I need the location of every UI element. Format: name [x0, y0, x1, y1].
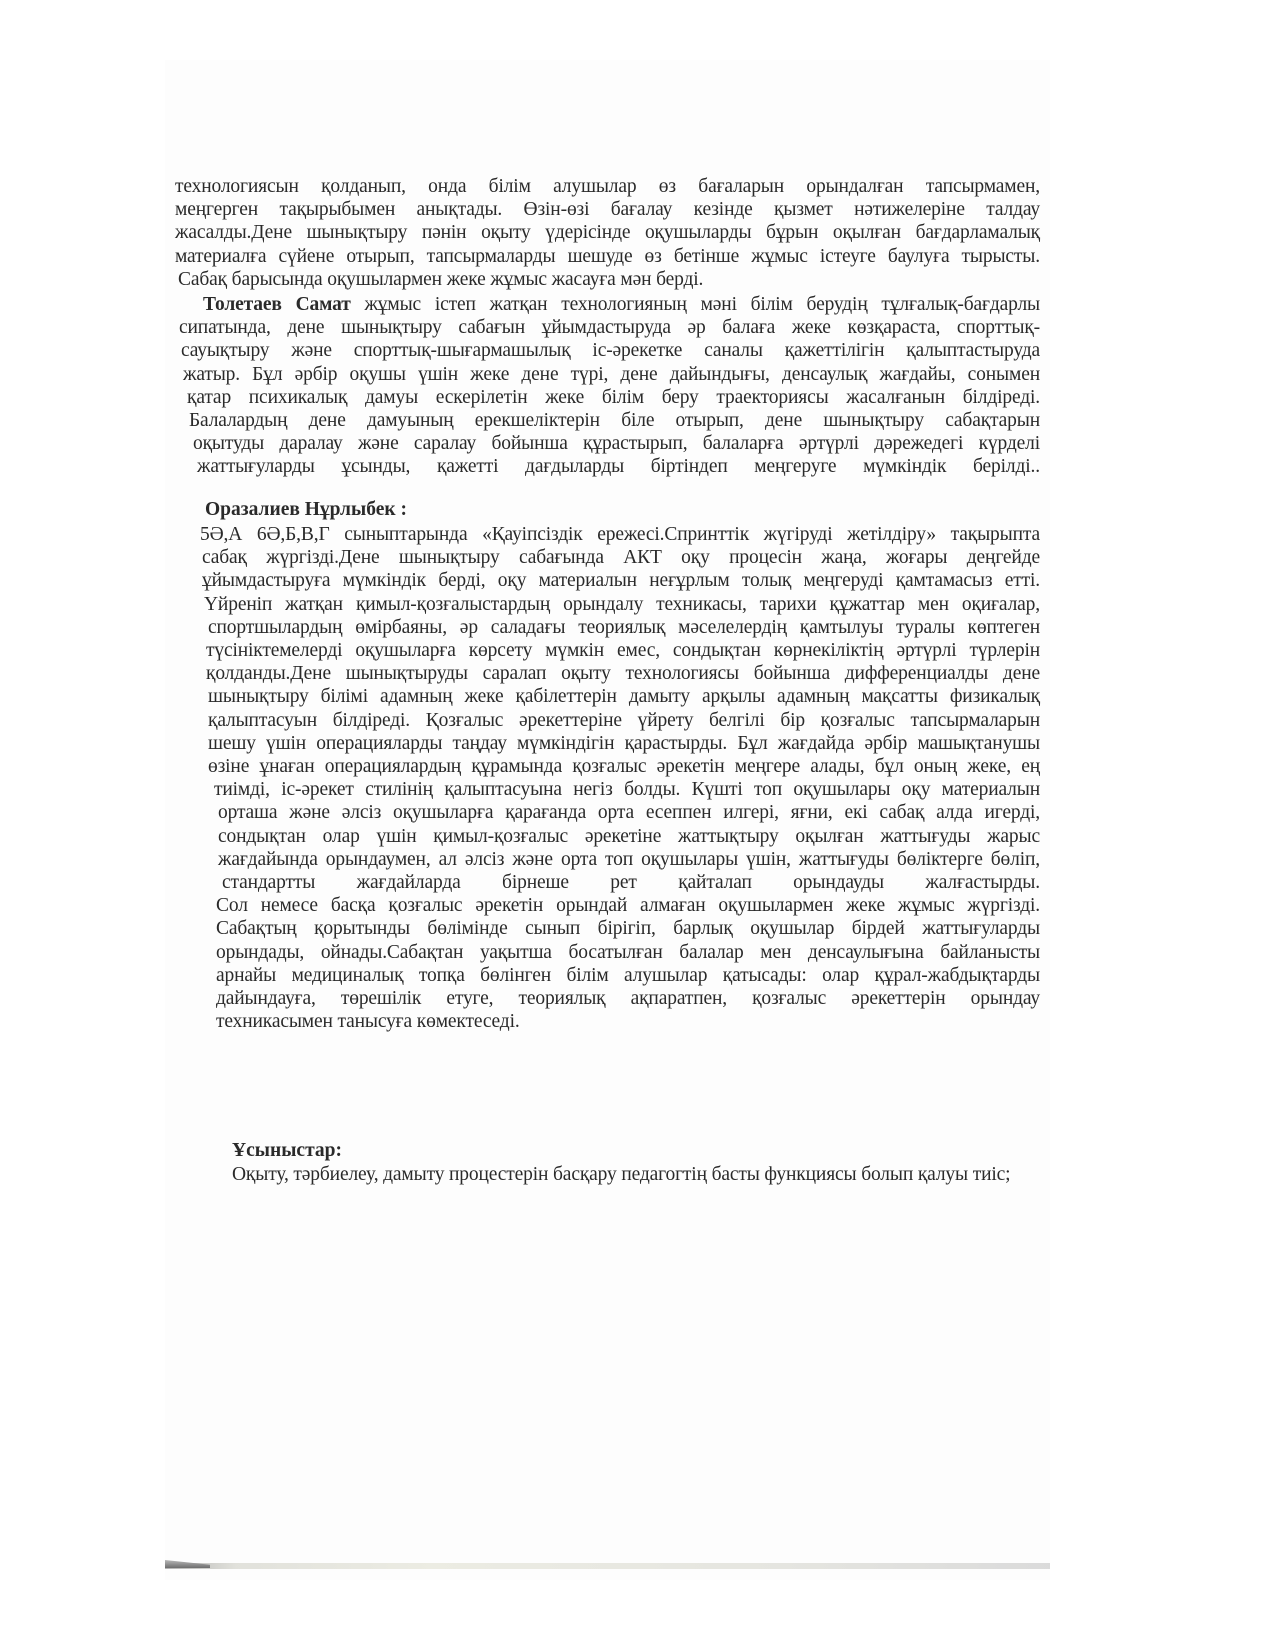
text-line: түсініктемелерді оқушыларға көрсету мүмкін емес, сондықтан көрнекіліктің әртүрлі түрлерін	[206, 640, 1040, 662]
text-line: шынықтыру білімі адамның жеке қабілеттерін дамыту арқылы адамның мақсатты физикалық	[208, 686, 1040, 708]
text-line: жағдайында орындаумен, ал әлсіз және орта топ оқушылары үшін, жаттығуды бөліктерге бөліп,	[218, 848, 1040, 870]
text-line: Сабақ барысында оқушылармен жеке жұмыс жасауға мән берді.	[178, 268, 704, 290]
paragraph-3	[200, 523, 1040, 1033]
text-line: жаттығуларды ұсынды, қажетті дағдыларды біртіндеп меңгеруге мүмкіндік берілді..	[197, 456, 1040, 478]
text-line: сауықтыру және спорттық-шығармашылық іс-әрекетке саналы қажеттілігін қалыптастыруда	[181, 340, 1040, 362]
paragraph-2	[175, 293, 1040, 479]
text-line: Сол немесе басқа қозғалыс әрекетін орындай алмаған оқушылармен жеке жұмыс жүргізді.	[216, 895, 1040, 917]
text-line: жатыр. Бұл әрбір оқушы үшін жеке дене түрі, дене дайындығы, денсаулық жағдайы, сонымен	[183, 363, 1040, 385]
text-line: оқытуды даралау және саралау бойынша құрастырып, балаларға әртүрлі дәрежедегі күрделі	[193, 433, 1040, 455]
scan-bottom-edge	[165, 1563, 1050, 1569]
text-line: техникасымен танысуға көмектеседі.	[216, 1011, 520, 1033]
text-line	[175, 293, 1040, 316]
text-line: орындады, ойнады.Сабақтан уақытша босатылған балалар мен денсаулығына байланысты	[216, 941, 1040, 963]
text-line: жасалды.Дене шынықтыру пәнін оқыту үдерісінде оқушыларды бұрын оқылған бағдарламалық	[175, 222, 1040, 244]
text-line: сабақ жүргізді.Дене шынықтыру сабағында АКТ оқу процесін жаңа, жоғары деңгейде	[202, 547, 1040, 569]
text-line: стандартты жағдайларда бірнеше рет қайталап орындауды жалғастырды.	[222, 872, 1040, 894]
paragraph-1	[175, 175, 1040, 291]
text-line: спортшылардың өмірбаяны, әр саладағы теориялық мәселелердің қамтылуы туралы көптеген	[208, 616, 1040, 638]
text-line: сипатында, дене шынықтыру сабағын ұйымдастыруда әр балаға жеке көзқараста, спорттық-	[179, 317, 1040, 339]
text-line: материалға сүйене отырып, тапсырмаларды шешуде өз бетінше жұмыс істеуге баулуға тырысты.	[175, 245, 1040, 267]
text-line: Сабақтың қорытынды бөлімінде сынып бірігіп, барлық оқушылар бірдей жаттығуларды	[216, 918, 1040, 940]
text-line: орташа және әлсіз оқушыларға қарағанда орта есеппен илгері, яғни, екі сабақ алда игерді,	[218, 802, 1040, 824]
text-line: меңгерген тақырыбымен анықтады. Өзін-өзі бағалау кезінде қызмет нәтижелеріне талдау	[175, 199, 1040, 221]
text-line: сондықтан олар үшін қимыл-қозғалыс әрекетіне жаттықтыру оқылған жаттығуды жарыс	[218, 825, 1040, 847]
text-line: қолданды.Дене шынықтыруды саралап оқыту технологиясы бойынша дифференциалды дене	[206, 663, 1040, 685]
text-line: қатар психикалық дамуы ескерілетін жеке білім беру траекториясы жасалғанын білдіреді.	[187, 386, 1040, 408]
section-heading-recommendations: Ұсыныстар:	[232, 1140, 342, 1161]
text-line: өзіне ұнаған операциялардың құрамында қозғалыс әрекетін меңгере алады, бұл оның жеке, ең	[208, 756, 1040, 778]
text-line: Оқыту, тәрбиелеу, дамыту процестерін басқару педагогтің басты функциясы болып қалуы тиіс;	[232, 1164, 1011, 1185]
text-line: шешу үшін операцияларды таңдау мүмкіндігін қарастырды. Бұл жағдайда әрбір машықтанушы	[208, 732, 1040, 754]
text-line: Үйреніп жатқан қимыл-қозғалыстардың орындалу техникасы, тарихи құжаттар мен оқиғалар,	[204, 593, 1040, 615]
text-line: арнайы медициналық топқа бөлінген білім алушылар қатысады: олар құрал-жабдықтарды	[216, 964, 1040, 986]
text-line: дайындауға, төрешілік етуге, теориялық ақпаратпен, қозғалыс әрекеттерін орындау	[216, 988, 1040, 1010]
text-line: тиімді, іс-әрекет стилінің қалыптасуына негіз болды. Күшті топ оқушылары оқу материалын	[214, 779, 1040, 801]
text-line: 5Ә,А 6Ә,Б,В,Г сыныптарында «Қауіпсіздік ережесі.Спринттік жүгіруді жетілдіру» тақырыпта	[200, 524, 1040, 545]
teacher-name: Толетаев Самат	[203, 294, 351, 315]
section-heading-orazaliev: Оразалиев Нұрлыбек :	[205, 499, 407, 520]
text-line: технологиясын қолданып, онда білім алушылар өз бағаларын орындалған тапсырмамен,	[175, 176, 1040, 197]
text-line: Балалардың дене дамуының ерекшеліктерін біле отырып, дене шынықтыру сабақтарын	[189, 410, 1040, 432]
recommendations-text	[232, 1163, 1042, 1186]
text-line: қалыптасуын білдіреді. Қозғалыс әрекеттеріне үйрету белгілі бір қозғалыс тапсырмаларын	[208, 709, 1040, 731]
text-fragment: жұмыс істеп жатқан технологияның мәні білім берудің тұлғалық-бағдарлы	[350, 294, 1040, 315]
text-line: ұйымдастыруға мүмкіндік берді, оқу материалын неғұрлым толық меңгеруді қамтамасыз етті.	[202, 570, 1040, 592]
